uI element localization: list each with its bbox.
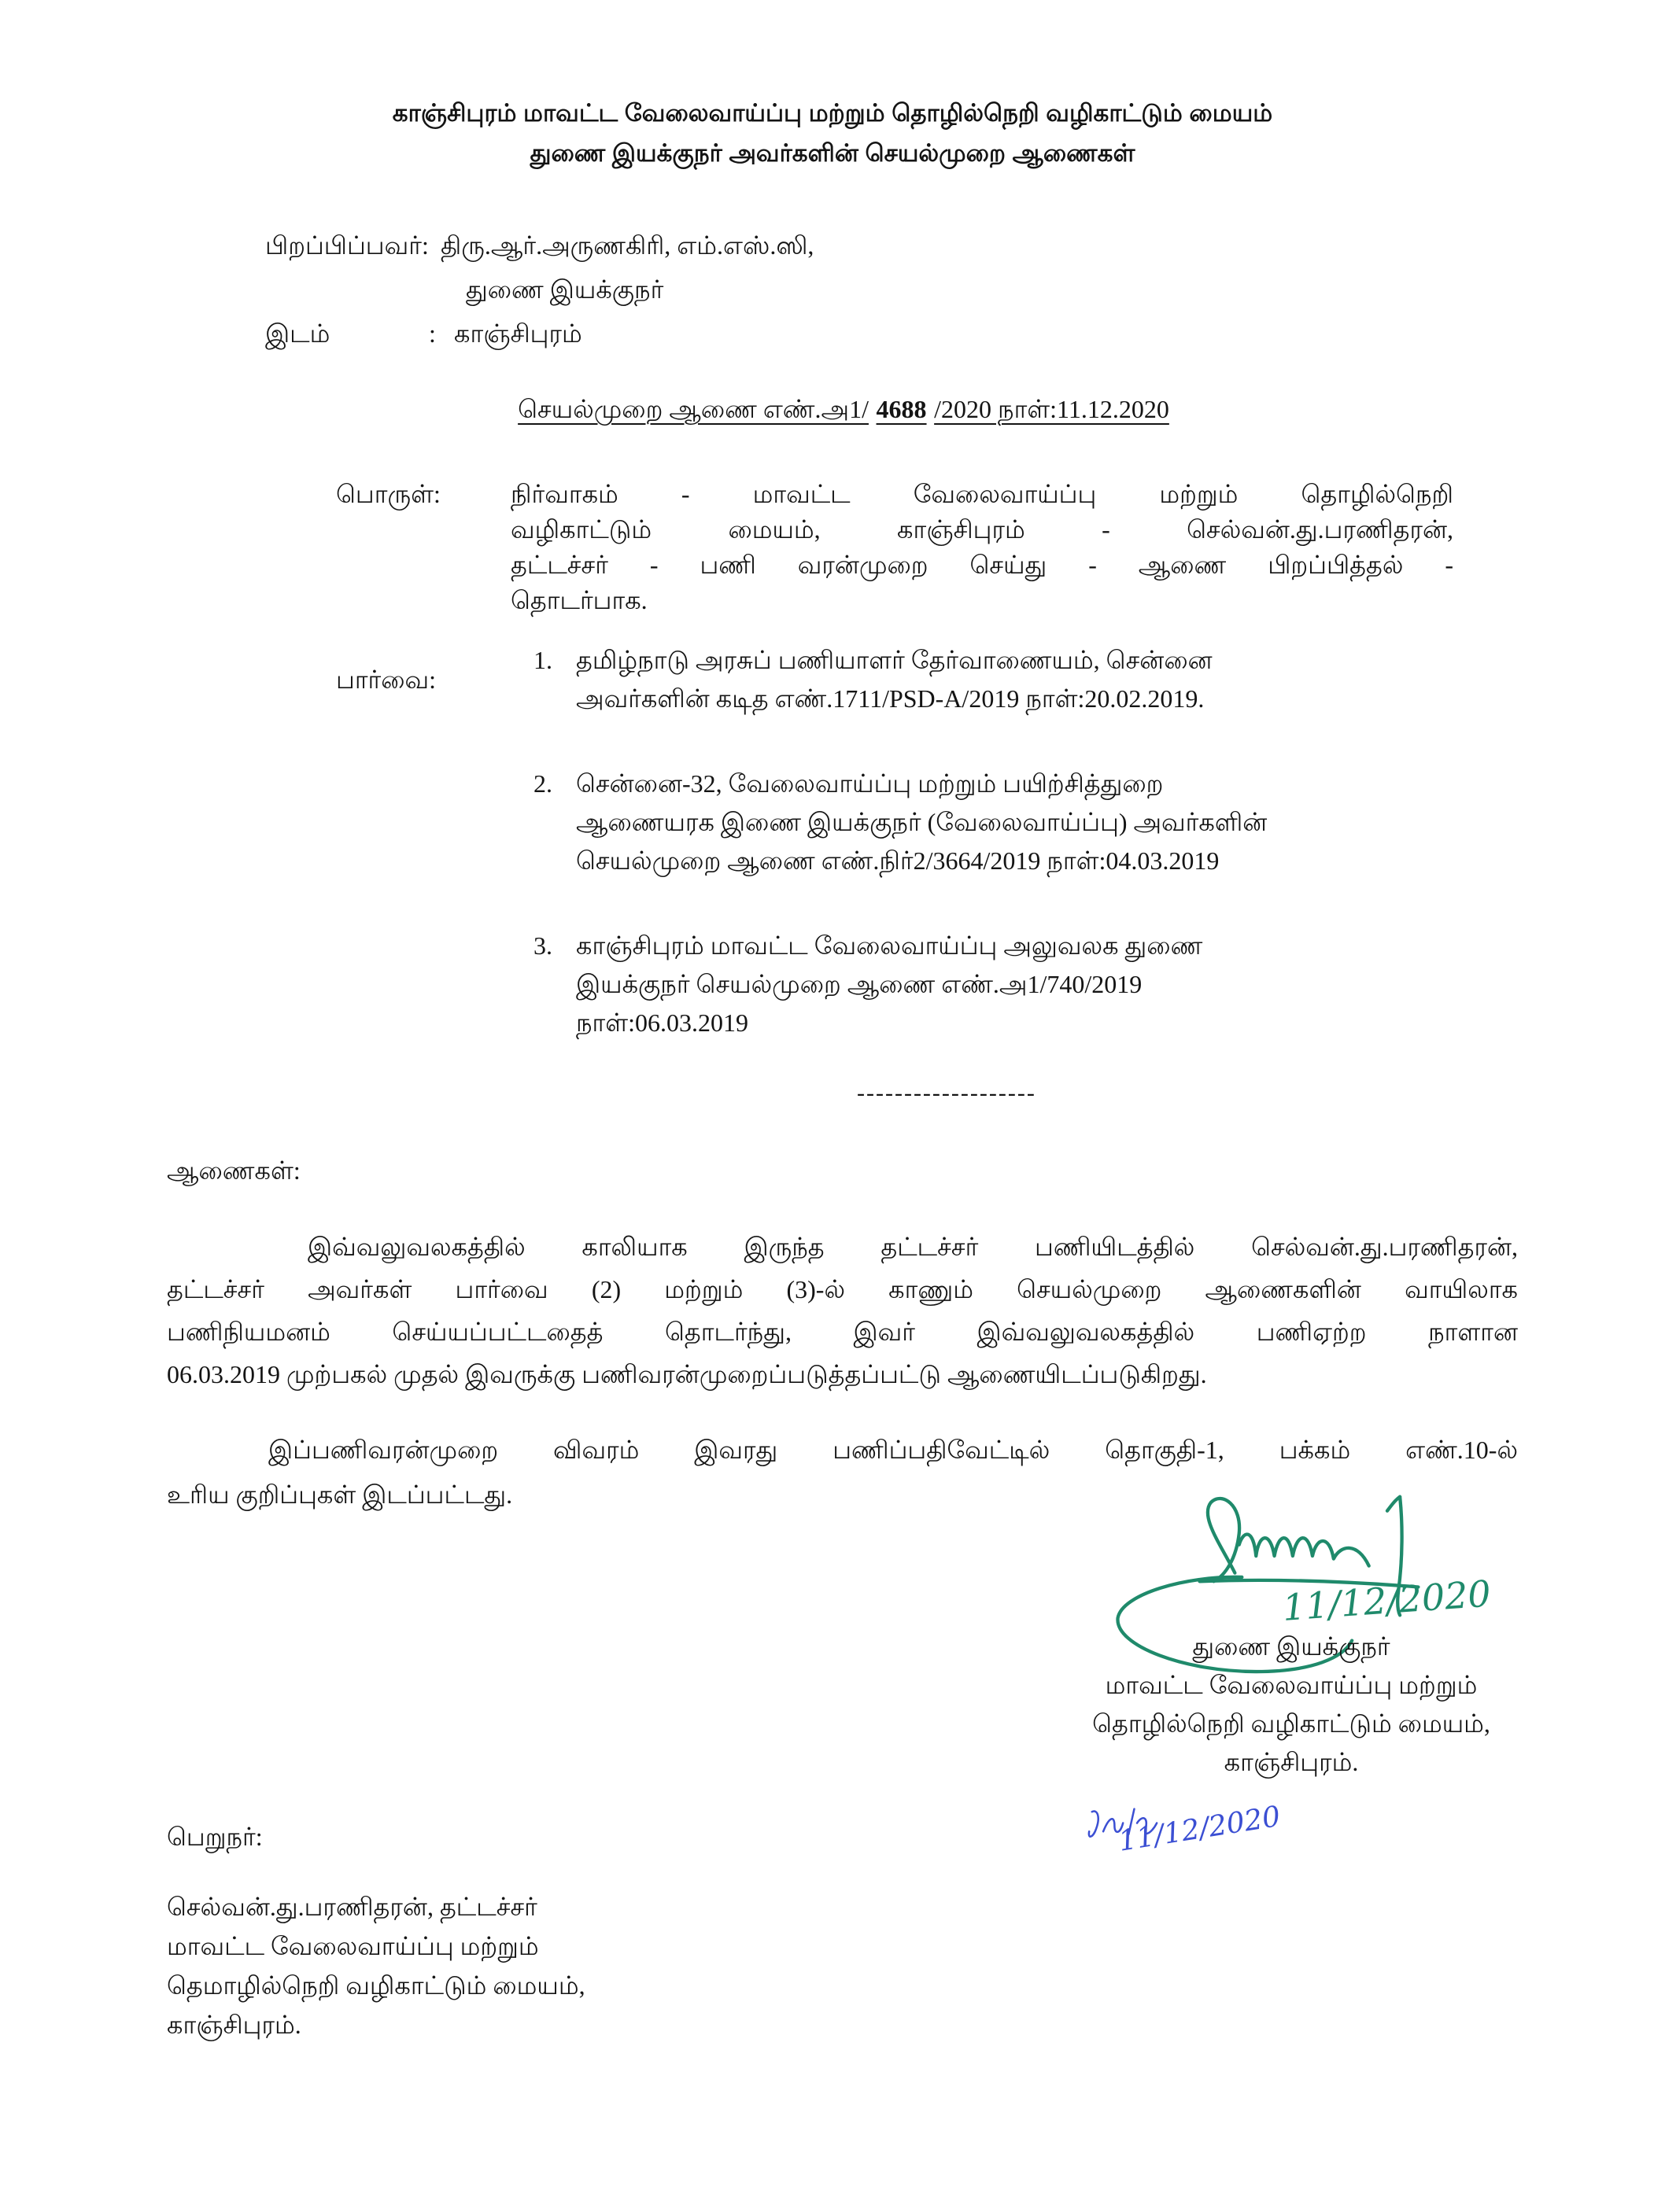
issuer-label: பிறப்பிப்பவர்: [265,231,429,260]
reference-line: அவர்களின் கடித எண்.1711/PSD-A/2019 நாள்:20.02.2019. [576,684,1205,713]
references-label: பார்வை: [336,665,437,694]
reference-line: நாள்:06.03.2019 [576,1008,749,1037]
subject-line: தட்டச்சர் - பணி வரன்முறை செய்து - ஆணை பிறப்பித்தல் - [511,551,1453,579]
header-title-line-1: காஞ்சிபுரம் மாவட்ட வேலைவாய்ப்பு மற்றும் தொழில்நெறி வழிகாட்டும் மையம் [392,99,1273,127]
issuer-row [265,223,1367,267]
reference-text [576,927,1481,1042]
reference-line: இயக்குநர் செயல்முறை ஆணை எண்.அ1/740/2019 [576,970,1143,998]
signature-stroke [1208,1499,1239,1581]
subject-line: வழிகாட்டும் மையம், காஞ்சிபுரம் - செல்வன்.து.பரணிதரன், [511,515,1453,544]
order-ref-suffix: /2020 நாள்:11.12.2020 [934,395,1169,423]
document-header [31,93,1634,173]
subject-line: தொடர்பாக. [511,586,648,614]
recipient-line: செல்வன்.து.பரணிதரன், தட்டச்சர் [167,1893,537,1921]
initials-handwritten-date: 11/12/2020 [1116,1800,1283,1858]
issuer-designation: துணை இயக்குநர் [466,275,664,304]
reference-item [533,765,1501,880]
signatory-line: காஞ்சிபுரம். [1224,1748,1359,1776]
reference-line: காஞ்சிபுரம் மாவட்ட வேலைவாய்ப்பு அலுவலக துணை [576,931,1203,960]
paragraph-line: உரிய குறிப்புகள் இடப்பட்டது. [167,1480,513,1509]
place-value: காஞ்சிபுரம் [454,319,582,348]
reference-line: தமிழ்நாடு அரசுப் பணியாளர் தேர்வாணையம், சென்னை [576,646,1213,674]
initials-stroke [1089,1811,1098,1836]
recipient-label: பெறுநர்: [167,1823,263,1851]
reference-text [576,641,1481,718]
reference-line: ஆணையரக இணை இயக்குநர் (வேலைவாய்ப்பு) அவர்களின் [576,808,1268,836]
reference-item [533,927,1501,1042]
recipient-address [167,1887,875,2044]
signature-stroke [1387,1497,1400,1511]
place-row [265,312,1367,356]
orders-heading: ஆணைகள்: [167,1156,301,1185]
reference-line: சென்னை-32, வேலைவாய்ப்பு மற்றும் பயிற்சித்துறை [576,769,1164,798]
paragraph-line: இவ்வலுவலகத்தில் காலியாக இருந்த தட்டச்சர் பணியிடத்தில் செல்வன்.து.பரணிதரன், [308,1233,1518,1261]
order-reference-underlined [518,395,1169,423]
order-ref-number: 4688 [876,395,927,423]
recipient-line: தெமாழில்நெறி வழிகாட்டும் மையம், [167,1971,585,2000]
signatory-line: துணை இயக்குநர் [1192,1632,1390,1661]
signature-handwritten-date: 11/12/2020 [1281,1572,1493,1629]
reference-item [533,641,1501,718]
order-paragraph-1 [167,1226,1518,1395]
recipient-line: மாவட்ட வேலைவாய்ப்பு மற்றும் [167,1932,539,1960]
order-reference [157,392,1530,426]
subject-line: நிர்வாகம் - மாவட்ட வேலைவாய்ப்பு மற்றும் தொழில்நெறி [511,480,1453,508]
header-title-line-2: துணை இயக்குநர் அவர்களின் செயல்முறை ஆணைகள் [530,139,1135,167]
paragraph-line: 06.03.2019 முற்பகல் முதல் இவருக்கு பணிவரன்முறைப்படுத்தப்பட்டு ஆணையிடப்படுகிறது. [167,1360,1207,1388]
place-label: இடம் [265,319,330,348]
issuer-name: திரு.ஆர்.அருணகிரி, எம்.எஸ்.ஸி, [441,231,814,260]
paragraph-line: இப்பணிவரன்முறை விவரம் இவரது பணிப்பதிவேட்டில் தொகுதி-1, பக்கம் எண்.10-ல் [268,1436,1518,1464]
signatory-line: தொழில்நெறி வழிகாட்டும் மையம், [1092,1709,1490,1738]
reference-number: 2. [533,769,552,798]
issuer-designation-row [265,267,1367,312]
reference-text [576,765,1481,880]
paragraph-line: பணிநியமனம் செய்யப்பட்டதைத் தொடர்ந்து, இவர் இவ்வலுவலகத்தில் பணிஏற்ற நாளான [167,1318,1518,1346]
references-list [533,641,1501,1089]
reference-number: 3. [533,931,552,960]
paragraph-line: தட்டச்சர் அவர்கள் பார்வை (2) மற்றும் (3)-ல் காணும் செயல்முறை ஆணைகளின் வாயிலாக [167,1275,1518,1303]
reference-line: செயல்முறை ஆணை எண்.நிர்2/3664/2019 நாள்:04.03.2019 [576,846,1220,875]
recipient-line: காஞ்சிபுரம். [167,2011,301,2039]
issuer-block [265,223,1367,356]
order-ref-prefix: செயல்முறை ஆணை எண்.அ1/ [518,395,869,423]
signatory-designation [1016,1628,1567,1782]
signatory-line: மாவட்ட வேலைவாய்ப்பு மற்றும் [1105,1671,1478,1699]
separator-dashes: ------------------- [857,1080,1036,1106]
subject-text [511,477,1453,618]
signature-stroke [1239,1535,1369,1566]
reference-number: 1. [533,646,552,674]
place-separator: : [429,319,436,348]
subject-label: பொருள்: [336,480,441,508]
